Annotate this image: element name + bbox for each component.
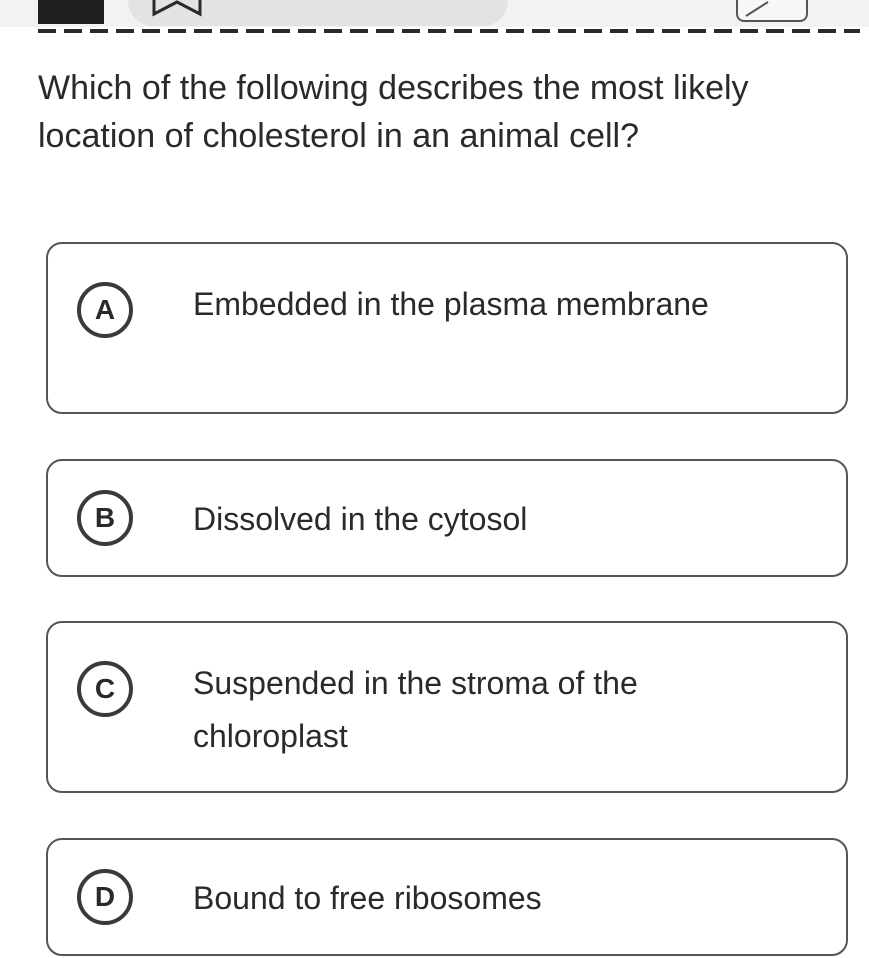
choice-text-c: Suspended in the stroma of the chloroplast bbox=[193, 665, 638, 754]
question-number-block[interactable] bbox=[38, 0, 104, 24]
section-divider bbox=[38, 29, 860, 33]
choice-text-a: Embedded in the plasma membrane bbox=[193, 286, 709, 322]
pencil-icon bbox=[738, 0, 806, 20]
choice-letter-b: B bbox=[77, 490, 133, 546]
choice-letter-a: A bbox=[77, 282, 133, 338]
choice-letter-c: C bbox=[77, 661, 133, 717]
bookmark-icon[interactable] bbox=[150, 0, 204, 20]
annotate-button[interactable] bbox=[736, 0, 808, 22]
answer-choice-c[interactable] bbox=[46, 621, 848, 793]
choice-text-d: Bound to free ribosomes bbox=[193, 880, 542, 916]
answer-choice-b[interactable] bbox=[46, 459, 848, 577]
answer-choice-a[interactable] bbox=[46, 242, 848, 414]
choice-text-b: Dissolved in the cytosol bbox=[193, 501, 528, 537]
top-toolbar bbox=[0, 0, 869, 27]
answer-choice-d[interactable] bbox=[46, 838, 848, 956]
choice-letter-d: D bbox=[77, 869, 133, 925]
question-text: Which of the following describes the most likely location of cholesterol in an animal cell? bbox=[38, 69, 749, 155]
